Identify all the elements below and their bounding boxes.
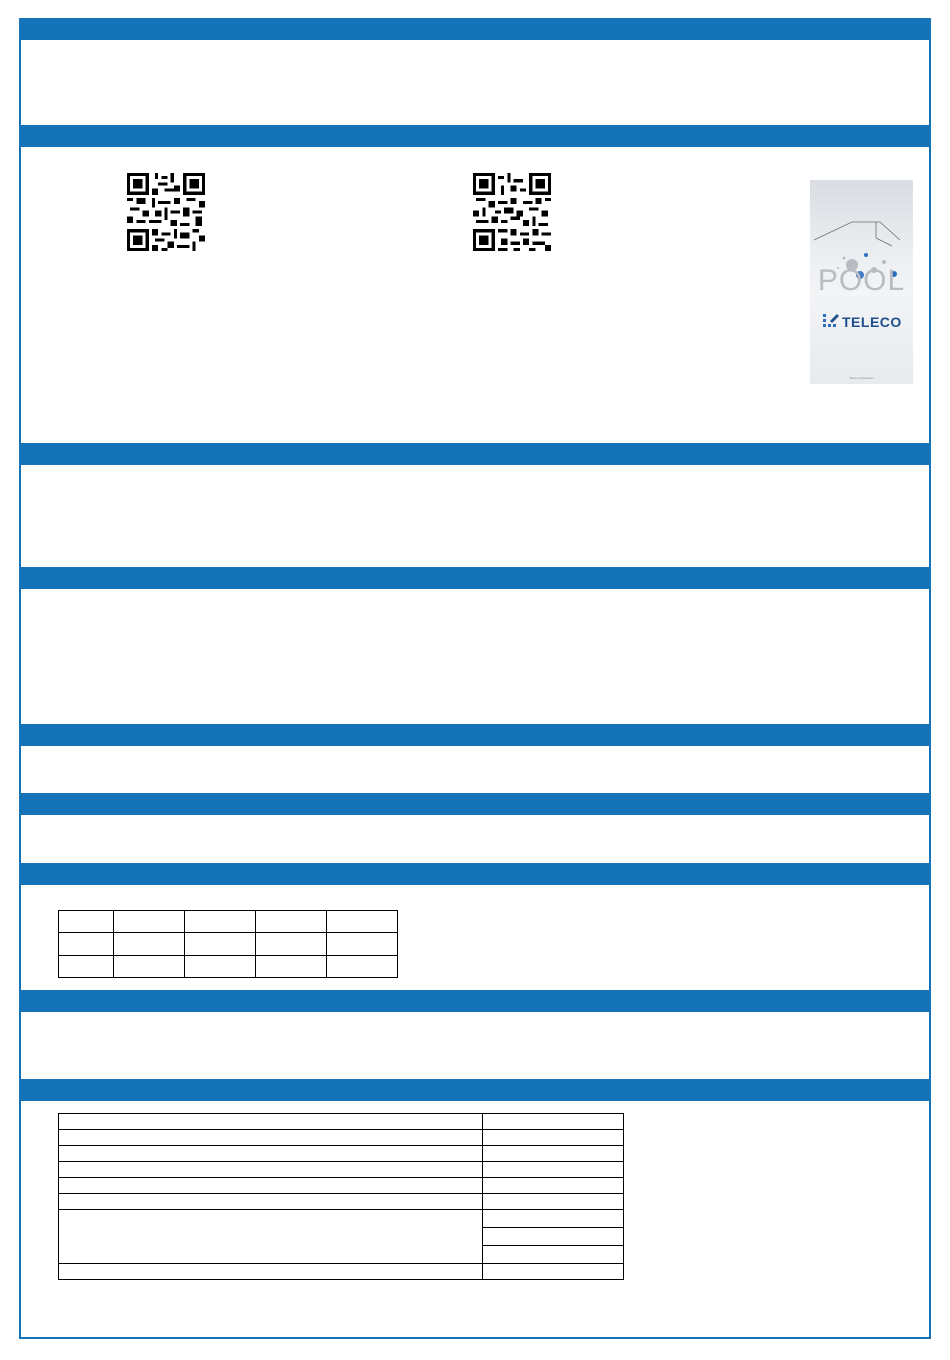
table-cell: [483, 1194, 624, 1210]
table-cell: [59, 1178, 483, 1194]
table-cell: [483, 1146, 624, 1162]
app-preview-image: [810, 180, 913, 384]
table-cell: [327, 956, 398, 978]
specs-table-large: [58, 1113, 624, 1280]
qr-code-left[interactable]: [127, 173, 205, 251]
table-cell: [327, 911, 398, 933]
table-cell: [256, 956, 327, 978]
table-cell: [114, 933, 185, 956]
table-cell: [59, 933, 114, 956]
pool-logo-word: POOL: [817, 264, 906, 297]
section-bar-8: [19, 990, 931, 1012]
table-cell: [483, 1130, 624, 1146]
table-cell: [483, 1114, 624, 1130]
table-cell: [59, 1210, 483, 1264]
table-cell: [483, 1228, 624, 1246]
table-cell: [59, 1194, 483, 1210]
app-footer-text: Teleco Automation: [849, 376, 874, 380]
table-cell: [483, 1264, 624, 1280]
section-bar-4: [19, 567, 931, 589]
table-cell: [185, 933, 256, 956]
table-cell: [185, 911, 256, 933]
section-bar-1: [19, 18, 931, 40]
table-cell: [59, 1162, 483, 1178]
section-bar-3: [19, 443, 931, 465]
table-cell: [59, 1264, 483, 1280]
section-bar-9: [19, 1079, 931, 1101]
table-cell: [327, 933, 398, 956]
table-cell: [483, 1178, 624, 1194]
teleco-wordmark: TELECO: [842, 314, 902, 330]
section-bar-2: [19, 125, 931, 147]
table-cell: [483, 1210, 624, 1228]
teleco-logo-icon: [822, 312, 840, 330]
section-bar-5: [19, 724, 931, 746]
table-cell: [59, 1130, 483, 1146]
teleco-brand: [822, 312, 912, 332]
table-cell: [59, 911, 114, 933]
section-bar-7: [19, 863, 931, 885]
table-cell: [114, 956, 185, 978]
section-bar-6: [19, 793, 931, 815]
table-cell: [114, 911, 185, 933]
table-cell: [59, 1146, 483, 1162]
table-cell: [483, 1162, 624, 1178]
table-cell: [256, 933, 327, 956]
table-cell: [483, 1246, 624, 1264]
table-cell: [59, 1114, 483, 1130]
table-cell: [256, 911, 327, 933]
table-cell: [185, 956, 256, 978]
qr-code-right[interactable]: [473, 173, 551, 251]
specs-table-small: [58, 910, 398, 978]
table-cell: [59, 956, 114, 978]
